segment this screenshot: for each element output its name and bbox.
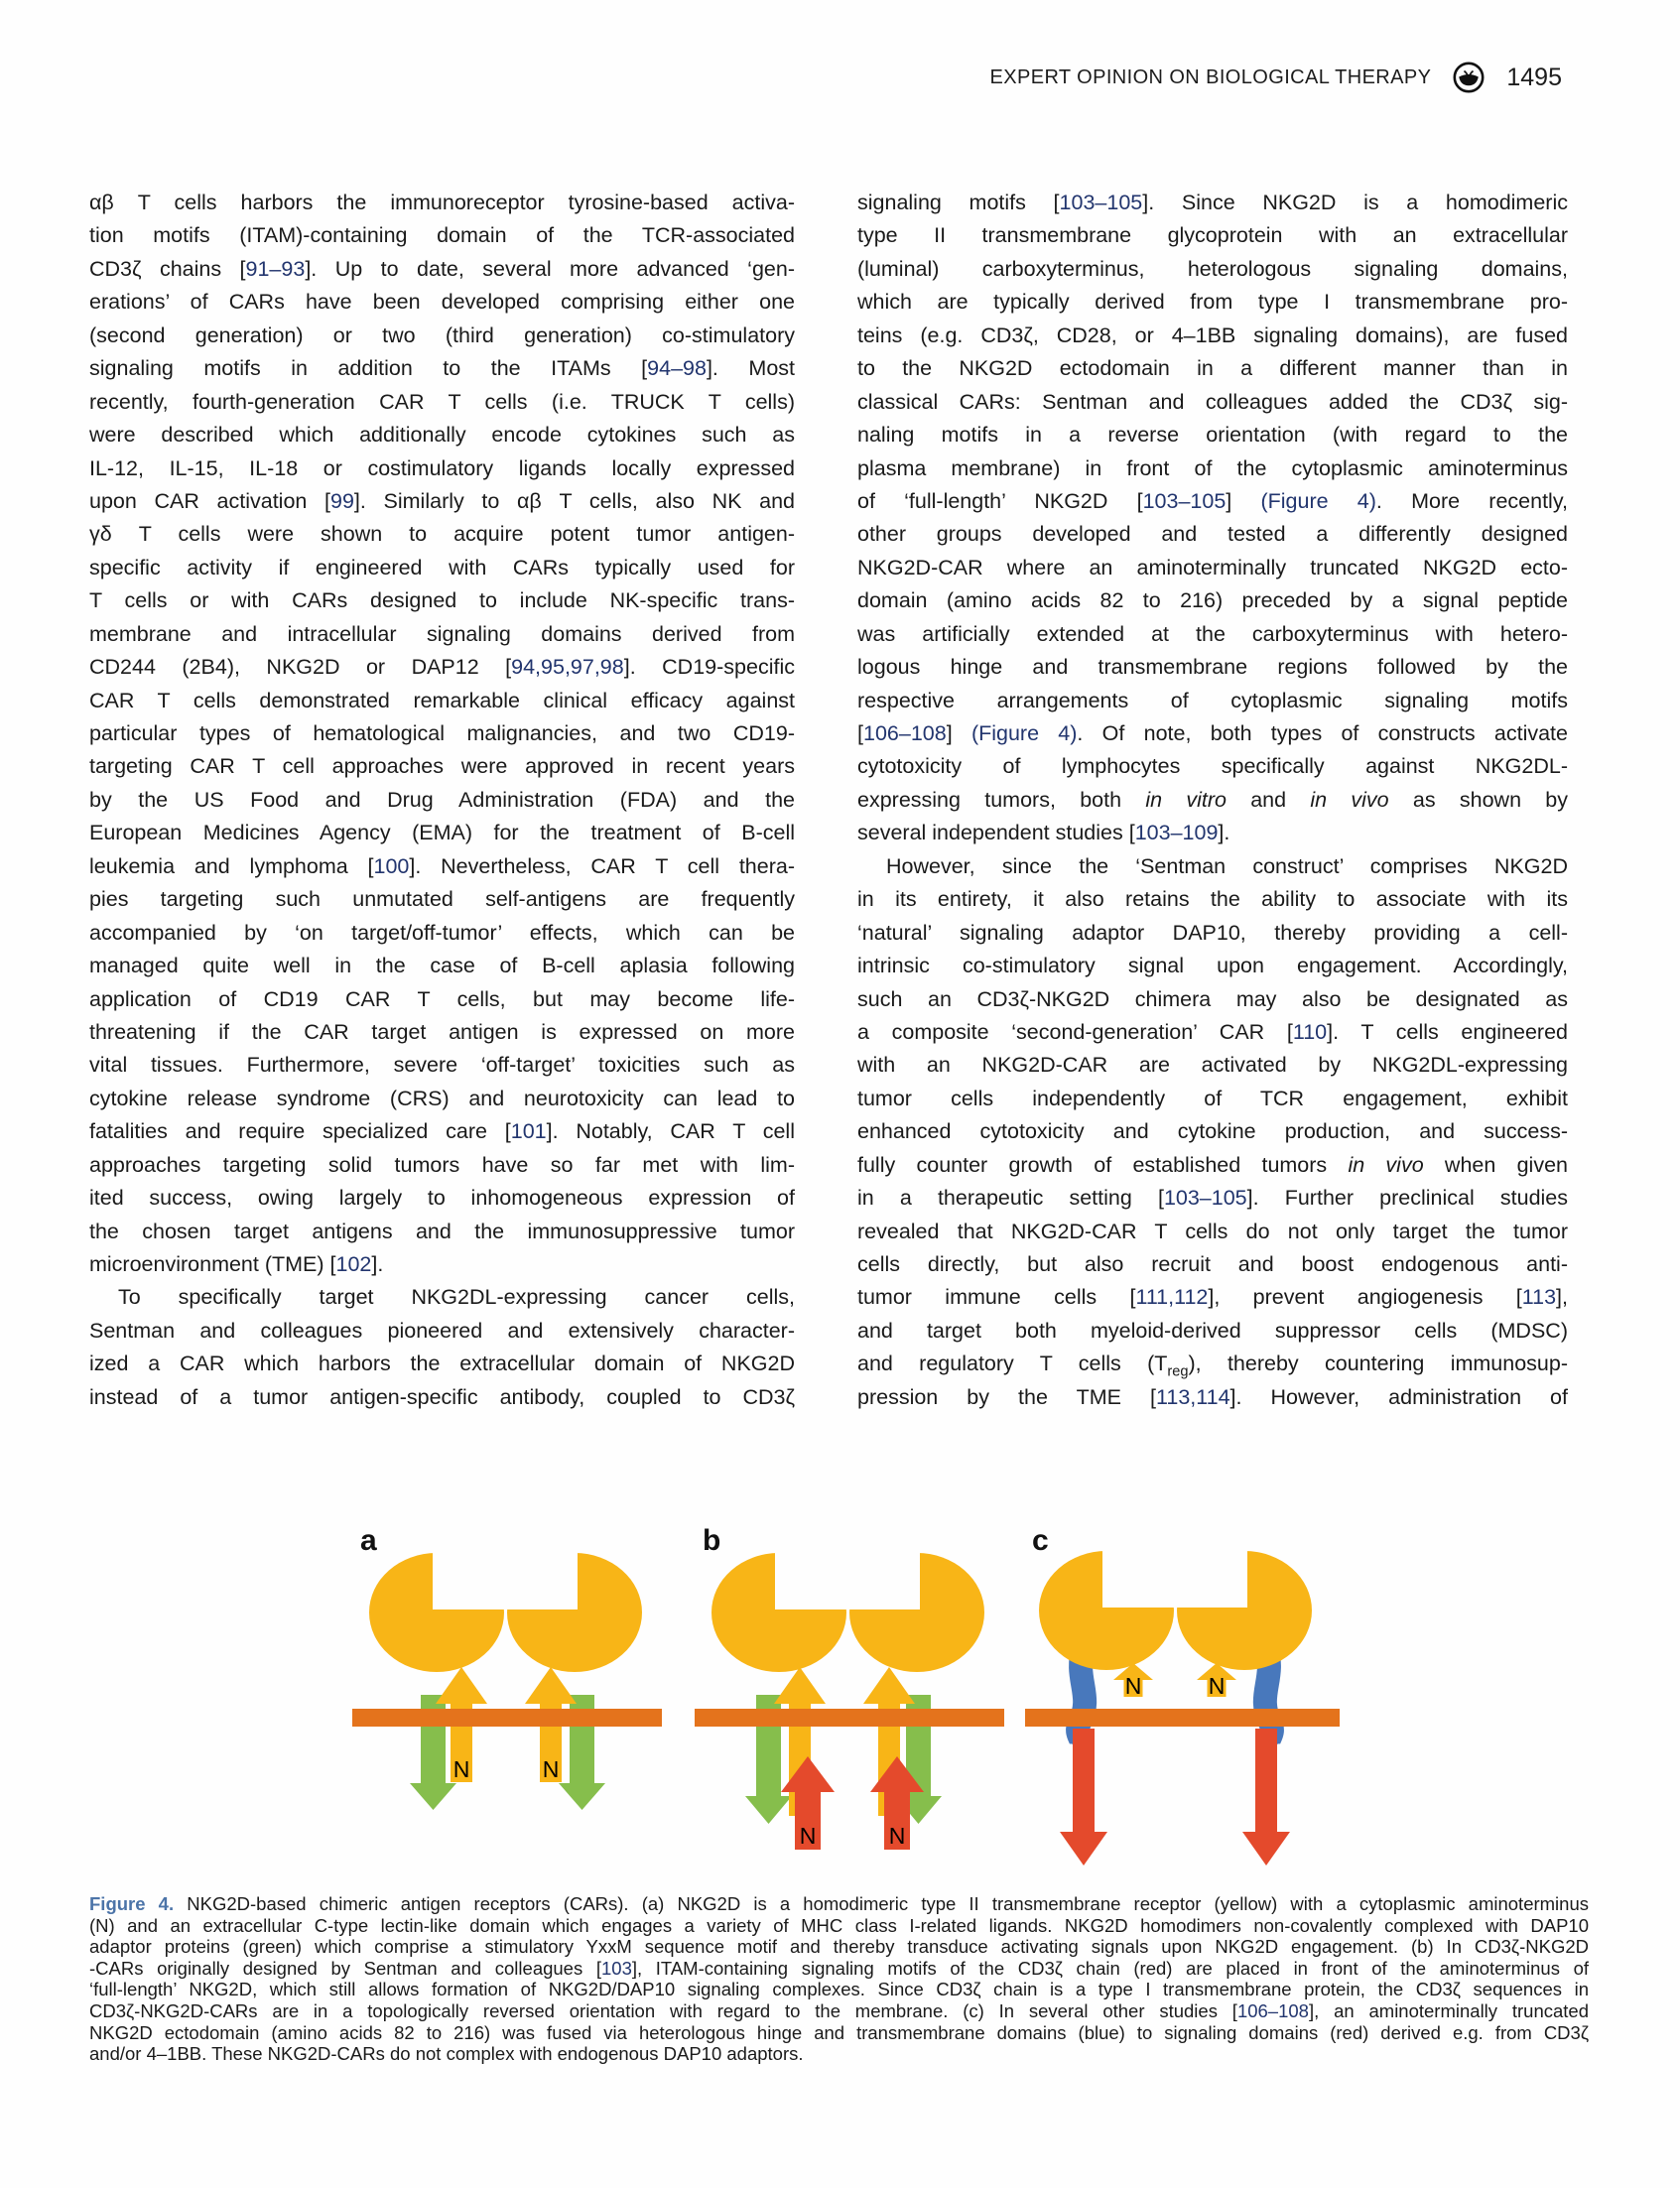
journal-logo-icon	[1451, 60, 1486, 95]
text-line: recently, fourth-generation CAR T cells (i.e. TRUCK T cells)	[89, 389, 795, 414]
text-line: specific activity if engineered with CARs typically used for	[89, 555, 795, 579]
text-line: CD244 (2B4), NKG2D or DAP12 [94,95,97,98]. CD19-specific	[89, 655, 795, 680]
text-line: particular types of hematological malignancies, and two CD19-	[89, 721, 795, 745]
n-terminus-label: N	[1124, 1673, 1142, 1699]
text-line: naling motifs in a reverse orientation (with regard to the	[857, 423, 1568, 448]
reference-link[interactable]: 102	[335, 1252, 372, 1276]
n-terminus-label: N	[1208, 1673, 1226, 1699]
n-terminus-label: N	[542, 1756, 560, 1782]
ligand-binding-notch	[1102, 1546, 1176, 1608]
text-line: -CARs originally designed by Sentman and colleagues [103], ITAM-containing signaling motifs of the CD3ζ chain (red) are placed in front of the aminoterminus of	[89, 1957, 1590, 1979]
text-line: Sentman and colleagues pioneered and extensively character-	[89, 1318, 795, 1343]
text-line: fully counter growth of established tumors in vivo when given	[857, 1152, 1568, 1177]
text-line: CD3ζ-NKG2D-CARs are in a topologically reversed orientation with regard to the membrane. (c) In several other studies [106–108], an aminoterminally truncated	[89, 1999, 1589, 2021]
text-line: which are typically derived from type I transmembrane pro-	[857, 290, 1568, 315]
text-line: Figure 4. NKG2D-based chimeric antigen receptors (CARs). (a) NKG2D is a homodimeric type II transmembrane receptor (yellow) with a cytoplasmic aminoterminus	[89, 1893, 1589, 1914]
reference-link[interactable]: 113	[1521, 1285, 1557, 1310]
text-line: in a therapeutic setting [103–105]. Further preclinical studies	[857, 1186, 1569, 1211]
text-line: cytotoxicity of lymphocytes specifically against NKG2DL-	[857, 754, 1568, 779]
text-line: CD3ζ chains [91–93]. Up to date, several more advanced ‘gen-	[89, 256, 795, 281]
n-terminus-label: N	[799, 1823, 817, 1849]
text-line: NKG2D ectodomain (amino acids 82 to 216) was fused via heterologous hinge and transmembrane domains (blue) to signaling domains (red) derived e.g. from CD3ζ	[89, 2021, 1589, 2043]
text-line: expressing tumors, both in vitro and in vivo as shown by	[857, 787, 1569, 812]
n-terminus-label: N	[452, 1756, 470, 1782]
plasma-membrane-bar	[352, 1709, 662, 1727]
reference-link[interactable]: 94,95,97,98	[511, 655, 624, 680]
text-line: domain (amino acids 82 to 216) preceded by a signal peptide	[857, 588, 1568, 613]
panel-b-label: b	[703, 1524, 721, 1557]
text-line: threatening if the CAR target antigen is expressed on more	[89, 1019, 795, 1044]
text-line: were described which additionally encode cytokines such as	[89, 423, 795, 448]
text-line: European Medicines Agency (EMA) for the treatment of B-cell	[89, 821, 795, 845]
reference-link[interactable]: (Figure 4)	[970, 721, 1078, 745]
text-line: instead of a tumor antigen-specific antibody, coupled to CD3ζ	[89, 1384, 795, 1409]
reference-link[interactable]: 103–109	[1134, 821, 1219, 845]
text-line: with an NKG2D-CAR are activated by NKG2DL-expressing	[857, 1053, 1568, 1078]
text-line: tion motifs (ITAM)-containing domain of the TCR-associated	[89, 223, 795, 248]
text-line: classical CARs: Sentman and colleagues added the CD3ζ sig-	[857, 389, 1568, 414]
ligand-binding-notch	[775, 1548, 848, 1609]
reference-link[interactable]: 113,114	[1156, 1384, 1230, 1409]
page-number: 1495	[1506, 63, 1562, 91]
ligand-binding-notch	[846, 1548, 920, 1609]
body-column-right	[857, 187, 1568, 1414]
reference-link[interactable]: 99	[330, 488, 354, 513]
text-line: αβ T cells harbors the immunoreceptor tyrosine-based activa-	[89, 191, 795, 214]
text-line: tumor immune cells [111,112], prevent angiogenesis [113],	[857, 1285, 1568, 1310]
text-line: cytokine release syndrome (CRS) and neurotoxicity can lead to	[89, 1086, 795, 1110]
text-line: and regulatory T cells $(T_{reg})$, thereby countering immunosup-	[857, 1351, 1568, 1380]
text-line: accompanied by ‘on target/off-tumor’ effects, which can be	[89, 920, 795, 945]
text-line: revealed that NKG2D-CAR T cells do not only target the tumor	[857, 1219, 1568, 1243]
text-line: pies targeting such unmutated self-antigens are frequently	[89, 887, 795, 912]
text-line: γδ T cells were shown to acquire potent tumor antigen-	[89, 522, 795, 547]
text-line: and/or 4–1BB. These NKG2D-CARs do not complex with endogenous DAP10 adaptors.	[89, 2043, 804, 2065]
reference-link[interactable]: 101	[510, 1119, 547, 1144]
ligand-binding-notch	[433, 1548, 506, 1609]
text-line: enhanced cytotoxicity and cytokine production, and success-	[857, 1119, 1568, 1144]
text-line: To specifically target NKG2DL-expressing cancer cells,	[118, 1285, 795, 1310]
panel-b	[695, 1524, 1004, 1850]
text-line: However, since the ‘Sentman construct’ comprises NKG2D	[886, 853, 1568, 878]
text-line: ized a CAR which harbors the extracellular domain of NKG2D	[89, 1351, 795, 1376]
text-line: ited success, owing largely to inhomogeneous expression of	[89, 1186, 795, 1211]
reference-link[interactable]: 100	[373, 853, 410, 878]
reference-link[interactable]: 103	[601, 1957, 632, 1979]
text-line: such an CD3ζ-NKG2D chimera may also be designated as	[857, 986, 1568, 1011]
text-line: adaptor proteins (green) which comprise a stimulatory YxxM sequence motif and thereby transduce activating signals upon NKG2D engagement. (b) In CD3ζ-NKG2D	[89, 1936, 1589, 1958]
plasma-membrane-bar	[695, 1709, 1004, 1727]
text-line: upon CAR activation [99]. Similarly to αβ T cells, also NK and	[89, 488, 795, 513]
text-line: IL-12, IL-15, IL-18 or costimulatory ligands locally expressed	[89, 455, 795, 480]
text-line: signaling motifs [103–105]. Since NKG2D is a homodimeric	[857, 191, 1568, 214]
journal-title: EXPERT OPINION ON BIOLOGICAL THERAPY	[989, 65, 1432, 88]
text-line: logous hinge and transmembrane regions followed by the	[857, 655, 1568, 680]
text-line: (second generation) or two (third generation) co-stimulatory	[89, 322, 795, 347]
text-line: CAR T cells demonstrated remarkable clinical efficacy against	[89, 688, 795, 712]
page-header	[89, 56, 1590, 99]
text-line: plasma membrane) in front of the cytoplasmic aminoterminus	[857, 455, 1568, 480]
reference-link[interactable]: 91–93	[245, 256, 306, 281]
text-line: [106–108] (Figure 4). Of note, both types of constructs activate	[857, 721, 1568, 745]
text-line: type II transmembrane glycoprotein with an extracellular	[857, 223, 1568, 248]
text-line: fatalities and require specialized care [101]. Notably, CAR T cell	[89, 1119, 795, 1144]
text-line: approaches targeting solid tumors have so far met with lim-	[89, 1152, 795, 1177]
text-line: microenvironment (TME) [102].	[89, 1252, 384, 1276]
panel-c-label: c	[1032, 1524, 1049, 1557]
signaling-domain-arrow	[1242, 1729, 1290, 1866]
reference-link[interactable]: 106–108	[862, 721, 947, 745]
panel-a	[352, 1524, 662, 1810]
text-line: teins (e.g. CD3ζ, CD28, or 4–1BB signaling domains), are fused	[857, 322, 1568, 347]
reference-link[interactable]: 106–108	[1236, 1999, 1309, 2021]
text-line: a composite ‘second-generation’ CAR [110]. T cells engineered	[857, 1019, 1569, 1044]
text-line: ‘full-length’ NKG2D, which still allows formation of NKG2D/DAP10 signaling complexes. Since CD3ζ chain is a type I transmembrane protein, the CD3ζ sequences in	[89, 1979, 1589, 2000]
text-line: erations’ of CARs have been developed comprising either one	[89, 290, 795, 315]
signaling-domain-arrow	[1060, 1729, 1107, 1866]
reference-link[interactable]: 111,112	[1135, 1285, 1209, 1310]
reference-link[interactable]: 103–105	[1059, 191, 1143, 214]
n-terminus-label: N	[888, 1823, 906, 1849]
text-line: cells directly, but also recruit and boost endogenous anti-	[857, 1252, 1568, 1276]
text-line: leukemia and lymphoma [100]. Nevertheless, CAR T cell thera-	[89, 853, 795, 878]
text-line: ‘natural’ signaling adaptor DAP10, thereby providing a cell-	[857, 920, 1568, 945]
reference-link[interactable]: 110	[1292, 1019, 1328, 1044]
ligand-binding-notch	[504, 1548, 578, 1609]
text-line: application of CD19 CAR T cells, but may become life-	[89, 986, 795, 1011]
text-line: pression by the TME [113,114]. However, administration of	[857, 1384, 1568, 1409]
text-line: was artificially extended at the carboxyterminus with hetero-	[857, 621, 1568, 646]
body-column-left	[89, 187, 795, 1414]
text-line: managed quite well in the case of B-cell aplasia following	[89, 954, 795, 978]
figure-caption	[89, 1893, 1589, 2065]
panel-c	[1025, 1524, 1340, 1866]
text-line: membrane and intracellular signaling domains derived from	[89, 621, 795, 646]
reference-link[interactable]: 103–105	[1142, 488, 1227, 513]
reference-link[interactable]: 103–105	[1163, 1186, 1247, 1211]
text-line: of ‘full-length’ NKG2D [103–105] (Figure 4). More recently,	[857, 488, 1568, 513]
text-line: in its entirety, it also retains the ability to associate with its	[857, 887, 1568, 912]
text-line: signaling motifs in addition to the ITAMs [94–98]. Most	[89, 356, 796, 381]
text-line: respective arrangements of cytoplasmic signaling motifs	[857, 688, 1568, 712]
text-line: and target both myeloid-derived suppressor cells (MDSC)	[857, 1318, 1568, 1343]
ligand-binding-notch	[1174, 1546, 1247, 1608]
text-line: several independent studies [103–109].	[857, 821, 1230, 845]
text-line: other groups developed and tested a differently designed	[857, 522, 1568, 547]
plasma-membrane-bar	[1025, 1709, 1340, 1727]
text-line: intrinsic co-stimulatory signal upon engagement. Accordingly,	[857, 954, 1568, 978]
text-line: tumor cells independently of TCR engagement, exhibit	[857, 1086, 1568, 1110]
text-line: the chosen target antigens and the immunosuppressive tumor	[89, 1219, 795, 1243]
figure-4-diagram	[228, 1518, 1459, 1895]
text-line: to the NKG2D ectodomain in a different manner than in	[857, 356, 1568, 381]
text-line: vital tissues. Furthermore, severe ‘off-target’ toxicities such as	[89, 1053, 795, 1078]
reference-link[interactable]: (Figure 4)	[1260, 488, 1376, 513]
text-line: T cells or with CARs designed to include NK-specific trans-	[89, 588, 795, 613]
text-line: NKG2D-CAR where an aminoterminally truncated NKG2D ecto-	[857, 555, 1568, 579]
reference-link[interactable]: 94–98	[647, 356, 707, 381]
panel-a-label: a	[360, 1524, 377, 1557]
text-line: targeting CAR T cell approaches were approved in recent years	[89, 754, 795, 779]
text-line: by the US Food and Drug Administration (FDA) and the	[89, 787, 795, 812]
text-line: (luminal) carboxyterminus, heterologous signaling domains,	[857, 256, 1568, 281]
text-line: (N) and an extracellular C-type lectin-like domain which engages a variety of MHC class I-related ligands. NKG2D homodimers non-covalently complexed with DAP10	[89, 1914, 1589, 1936]
